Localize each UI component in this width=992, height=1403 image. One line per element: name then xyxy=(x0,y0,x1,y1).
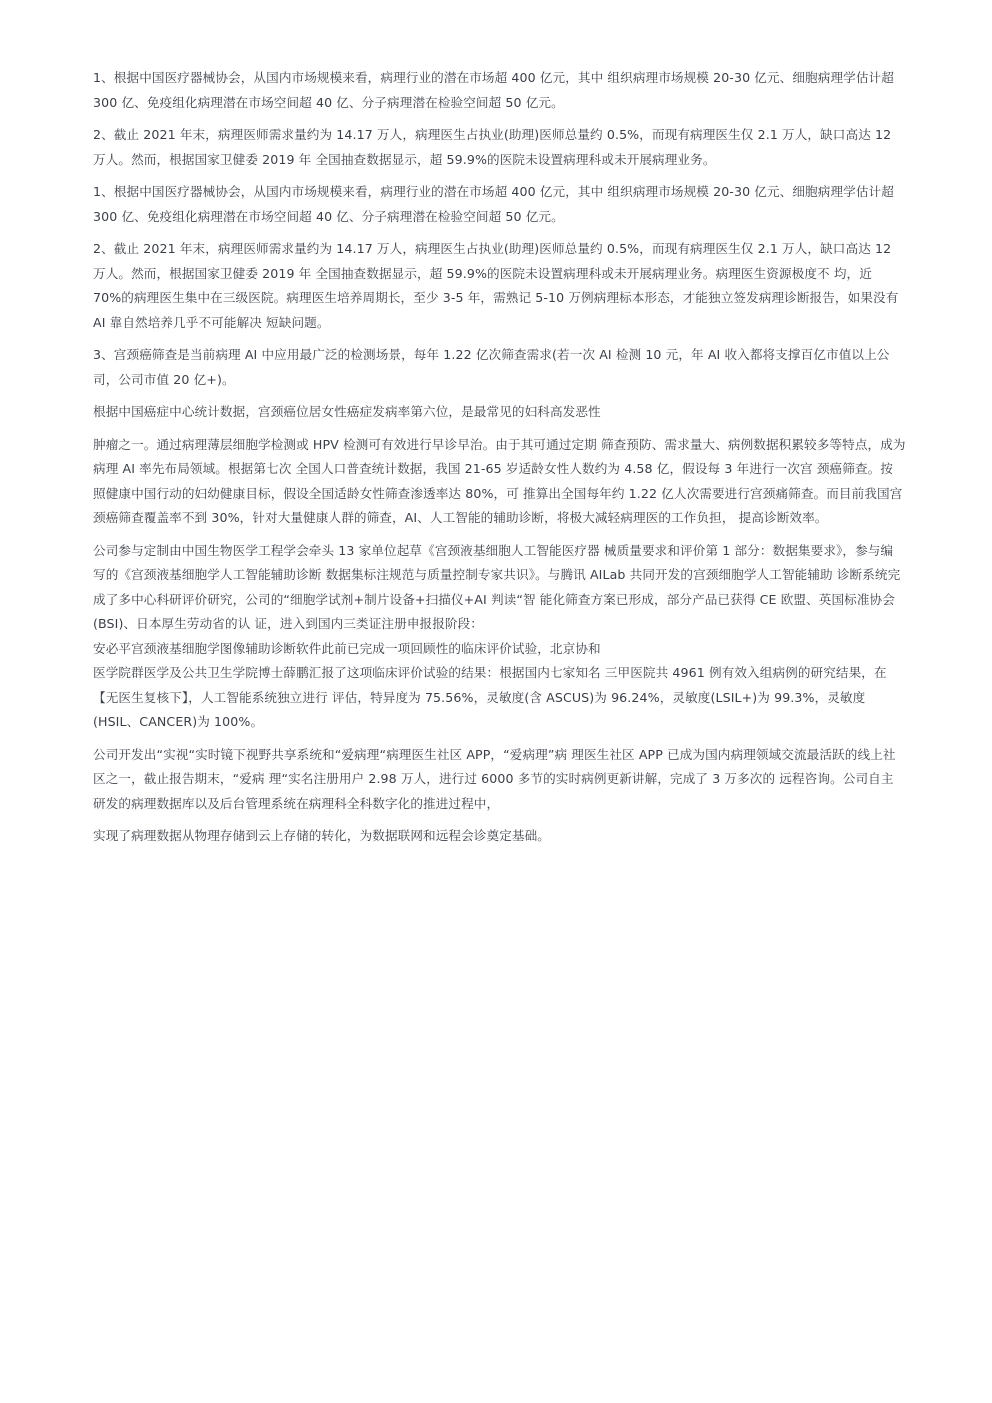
paragraph xyxy=(93,237,945,335)
paragraph xyxy=(93,400,945,425)
paragraph-line: 区之一，截止报告期末，“爱病 理“实名注册用户 2.98 万人，进行过 6000 多节的实时病例更新讲解，完成了 3 万多次的 远程咨询。公司自主 xyxy=(93,771,894,786)
paragraph-line: 2、截止 2021 年末，病理医师需求量约为 14.17 万人，病理医生占执业(助理)医师总量约 0.5%，而现有病理医生仅 2.1 万人，缺口高达 12 xyxy=(93,127,892,142)
paragraph-line: 公司参与定制由中国生物医学工程学会牵头 13 家单位起草《宫颈液基细胞人工智能医疗器 械质量要求和评价第 1 部分：数据集要求》，参与编 xyxy=(93,542,894,558)
paragraph xyxy=(93,539,945,662)
paragraph-line: 司，公司市值 20 亿+)。 xyxy=(93,371,235,387)
paragraph-line: 医学院群医学及公共卫生学院博士薛鹏汇报了这项临床评价试验的结果：根据国内七家知名 三甲医院共 4961 例有效入组病例的研究结果，在 xyxy=(93,665,887,680)
paragraph-line: 根据中国癌症中心统计数据，宫颈癌位居女性癌症发病率第六位，是最常见的妇科高发恶性 xyxy=(93,404,601,419)
paragraph xyxy=(93,433,945,531)
paragraph xyxy=(93,180,945,229)
paragraph-line: 1、根据中国医疗器械协会，从国内市场规模来看，病理行业的潜在市场超 400 亿元，其中 组织病理市场规模 20-30 亿元、细胞病理学估计超 xyxy=(93,184,894,199)
paragraph xyxy=(93,743,945,817)
paragraph xyxy=(93,343,945,392)
paragraph xyxy=(93,66,945,115)
paragraph-line: (BSI)、日本厚生劳动省的认 证，进入到国内三类证注册申报报阶段： xyxy=(93,616,483,631)
paragraph-line: 成了多中心科研评价研究，公司的“细胞学试剂+制片设备+扫描仪+AI 判读“智 能化筛查方案已形成，部分产品已获得 CE 欧盟、英国标准协会 xyxy=(93,591,895,607)
paragraph-line: AI 靠自然培养几乎不可能解决 短缺问题。 xyxy=(93,314,330,330)
paragraph-line: 安必平宫颈液基细胞学图像辅助诊断软件此前已完成一项回顾性的临床评价试验，北京协和 xyxy=(93,640,601,656)
paragraph xyxy=(93,123,945,172)
paragraph-line: 照健康中国行动的妇幼健康目标，假设全国适龄女性筛查渗透率达 80%，可 推算出全国每年约 1.22 亿人次需要进行宫颈痛筛查。而目前我国宫 xyxy=(93,485,903,501)
paragraph-line: 【无医生复核下】，人工智能系统独立进行 评估，特异度为 75.56%，灵敏度(含 ASCUS)为 96.24%，灵敏度(LSIL+)为 99.3%，灵敏度 xyxy=(93,689,866,705)
paragraph-line: 公司开发出“实视“实时镜下视野共享系统和“爱病理“病理医生社区 APP，“爱病理”病 理医生社区 APP 已成为国内病理领域交流最活跃的线上社 xyxy=(93,746,896,762)
paragraph-line: 实现了病理数据从物理存储到云上存储的转化，为数据联网和远程会诊奠定基础。 xyxy=(93,828,550,843)
paragraph xyxy=(93,824,945,849)
paragraph-line: 70%的病理医生集中在三级医院。病理医生培养周期长，至少 3-5 年，需熟记 5-10 万例病理标本形态，才能独立签发病理诊断报告，如果没有 xyxy=(93,290,899,305)
paragraph-line: (HSIL、CANCER)为 100%。 xyxy=(93,714,264,729)
paragraph-line: 颈癌筛查覆盖率不到 30%，针对大量健康人群的筛查，AI、人工智能的辅助诊断，将极大减轻病理医的工作负担， 提高诊断效率。 xyxy=(93,510,828,525)
paragraph-line: 万人。然而，根据国家卫健委 2019 年 全国抽查数据显示，超 59.9%的医院未设置病理科或未开展病理业务。病理医生资源极度不 均，近 xyxy=(93,265,872,281)
paragraph-line: 病理 AI 率先布局领域。根据第七次 全国人口普查统计数据，我国 21-65 岁适龄女性人数约为 4.58 亿，假设每 3 年进行一次宫 颈癌筛查。按 xyxy=(93,461,893,476)
paragraph-line: 写的《宫颈液基细胞学人工智能辅助诊断 数据集标注规范与质量控制专家共识》。与腾讯 AILab 共同开发的宫颈细胞学人工智能辅助 诊断系统完 xyxy=(93,567,901,582)
paragraph-line: 万人。然而，根据国家卫健委 2019 年 全国抽查数据显示，超 59.9%的医院未设置病理科或未开展病理业务。 xyxy=(93,151,716,167)
paragraph-line: 300 亿、免疫组化病理潜在市场空间超 40 亿、分子病理潜在检验空间超 50 亿元。 xyxy=(93,94,564,110)
document-body xyxy=(93,66,945,857)
paragraph xyxy=(93,661,945,735)
paragraph-line: 2、截止 2021 年末，病理医师需求量约为 14.17 万人，病理医生占执业(助理)医师总量约 0.5%，而现有病理医生仅 2.1 万人，缺口高达 12 xyxy=(93,241,892,256)
paragraph-line: 300 亿、免疫组化病理潜在市场空间超 40 亿、分子病理潜在检验空间超 50 亿元。 xyxy=(93,208,564,224)
paragraph-line: 1、根据中国医疗器械协会，从国内市场规模来看，病理行业的潜在市场超 400 亿元，其中 组织病理市场规模 20-30 亿元、细胞病理学估计超 xyxy=(93,70,894,85)
paragraph-line: 研发的病理数据库以及后台管理系统在病理科全科数字化的推进过程中， xyxy=(93,795,500,811)
paragraph-line: 肿瘤之一。通过病理薄层细胞学检测或 HPV 检测可有效进行早诊早治。由于其可通过定期 筛查预防、需求量大、病例数据积累较多等特点，成为 xyxy=(93,436,906,452)
paragraph-line: 3、宫颈癌筛查是当前病理 AI 中应用最广泛的检测场景，每年 1.22 亿次筛查需求(若一次 AI 检测 10 元，年 AI 收入都将支撑百亿市值以上公 xyxy=(93,347,890,362)
